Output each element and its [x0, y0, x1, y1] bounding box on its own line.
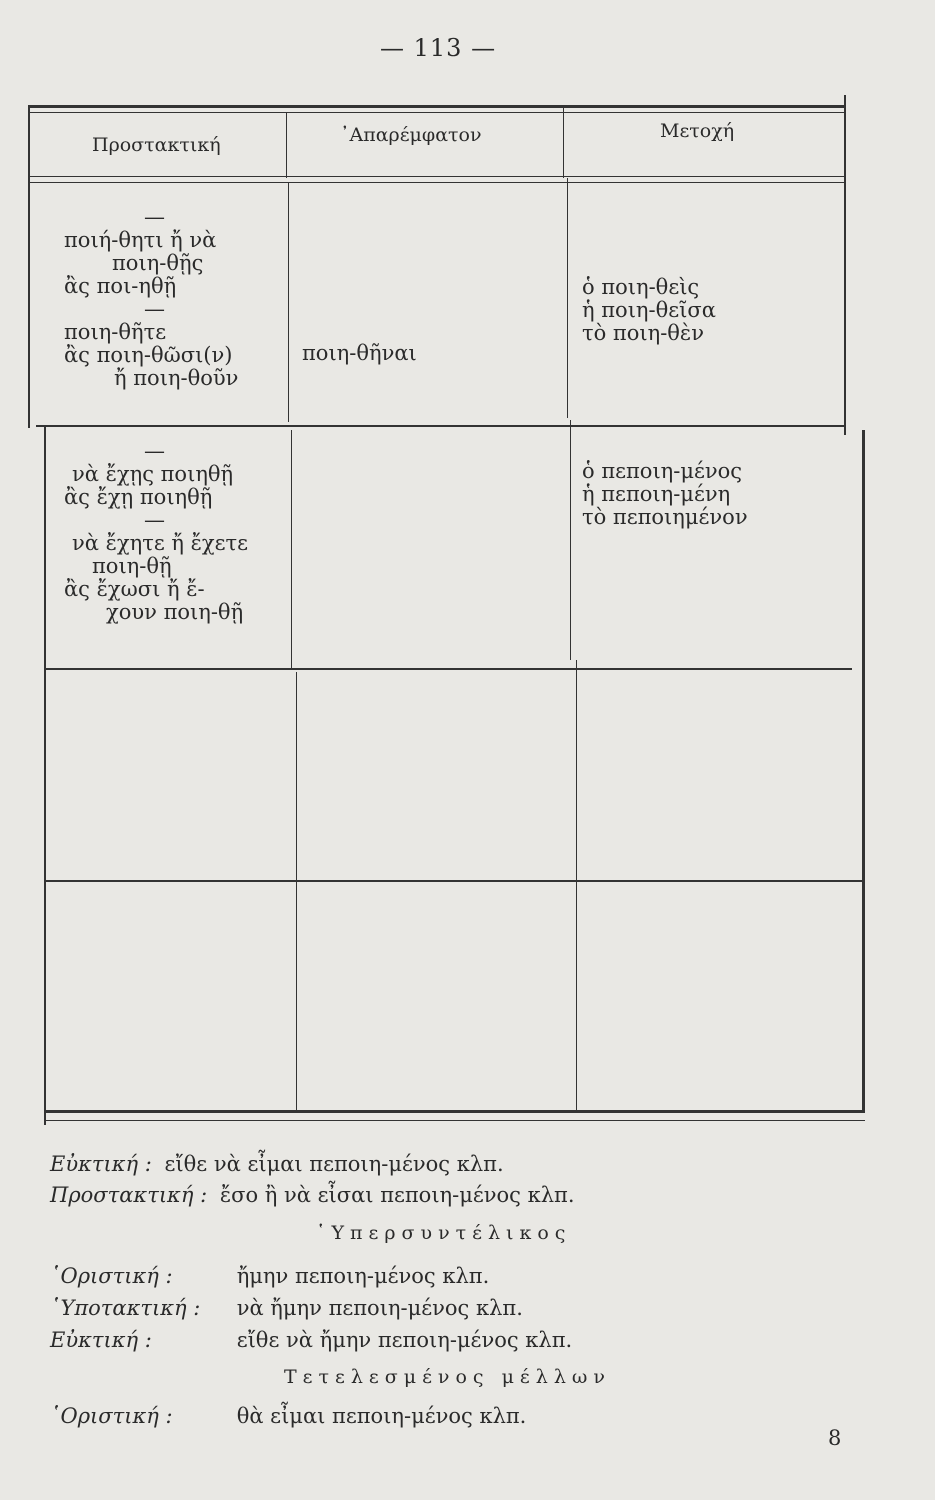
block1-participle [582, 276, 716, 345]
col-sep-1-block2 [291, 430, 292, 670]
form-line: ποιη-θῇς [112, 251, 204, 275]
mood-text: θὰ εἶμαι πεποιη-μένος κλπ. [236, 1404, 527, 1428]
form-line: τὸ ποιη-θὲν [582, 321, 704, 345]
form-line: ὁ πεποιη-μένος [582, 459, 743, 483]
mood-label: Εὐκτική : [50, 1152, 152, 1176]
dash: — [144, 439, 165, 463]
header-separator-2 [28, 182, 846, 183]
form-line: ἂς ἔχῃ ποιηθῇ [64, 485, 213, 509]
col-sep-2-block1 [567, 178, 568, 418]
col-sep-1-block3 [296, 672, 297, 1112]
form-line: ἂς ἔχωσι ἤ ἔ- [64, 577, 205, 601]
table-bottom-border-2 [44, 1120, 865, 1121]
block2-imperative [64, 440, 248, 624]
dash: — [144, 508, 165, 532]
form-line: ἡ ποιη-θεῖσα [582, 298, 716, 322]
col-sep-2-header [563, 105, 564, 178]
form-line: χουν ποιη-θῇ [106, 600, 244, 624]
mood-label: ῾Υποτακτική : [50, 1296, 201, 1320]
form-line: ἂς ποιη-θῶσι(ν) [64, 343, 233, 367]
form-line: τὸ πεποιημένον [582, 505, 748, 529]
mood-text: ἔσο ἢ νὰ εἶσαι πεποιη-μένος κλπ. [219, 1183, 575, 1207]
form-line: ποιη-θῆτε [64, 320, 167, 344]
page-number: — 113 — [380, 34, 497, 62]
row-sep-1 [36, 425, 846, 427]
header-separator [28, 176, 846, 177]
below-row-optative-2 [50, 1328, 572, 1352]
form-line: ὁ ποιη-θεὶς [582, 275, 700, 299]
form-line: ποιή-θητι ἤ νὰ [64, 228, 217, 252]
mood-text: νὰ ἤμην πεποιη-μένος κλπ. [236, 1296, 523, 1320]
form-line: νὰ ἔχητε ἤ ἔχετε [72, 531, 248, 555]
form-line: ἂς ποι-ηθῇ [64, 274, 177, 298]
col-sep-1-block1 [288, 182, 289, 422]
mood-label: ῾Οριστική : [50, 1404, 173, 1428]
col-sep-2-block2 [570, 420, 571, 660]
footer-page-number: 8 [828, 1426, 842, 1450]
mood-label: Προστακτική : [50, 1183, 208, 1207]
tense-heading-pluperfect: ῾Υπερσυντέλικος [316, 1222, 572, 1244]
mood-text: εἴθε νὰ ἤμην πεποιη-μένος κλπ. [236, 1328, 573, 1352]
table-top-border [28, 105, 846, 108]
form-line: ποιη-θῇ [92, 554, 172, 578]
below-row-indicative-2 [50, 1404, 526, 1428]
header-infinitive: ᾿Απαρέμφατον [340, 124, 482, 146]
tense-heading-future-perfect: Τετελεσμένος μέλλων [284, 1366, 611, 1388]
mood-label: Εὐκτική : [50, 1328, 152, 1352]
block2-participle [582, 460, 748, 529]
form-line: ἤ ποιη-θοῦν [114, 366, 239, 390]
table-left-border [28, 108, 30, 428]
form-line: νὰ ἔχῃς ποιηθῇ [72, 462, 234, 486]
block1-imperative [64, 206, 238, 390]
table-bottom-border [44, 1110, 865, 1113]
table-top-border-2 [28, 112, 846, 113]
below-row-optative [50, 1152, 504, 1176]
table-right-border-lower [862, 430, 865, 1110]
mood-text: ἤμην πεποιη-μένος κλπ. [236, 1264, 490, 1288]
block1-infinitive: ποιη-θῆναι [302, 341, 417, 365]
mood-label: ῾Οριστική : [50, 1264, 173, 1288]
mood-text: εἴθε νὰ εἶμαι πεποιη-μένος κλπ. [164, 1152, 504, 1176]
col-sep-1-header [286, 112, 287, 178]
header-imperative: Προστακτική [92, 134, 221, 156]
table-left-border-lower [44, 425, 46, 1125]
below-row-subjunctive [50, 1296, 523, 1320]
row-sep-3 [44, 880, 862, 882]
below-row-indicative [50, 1264, 489, 1288]
dash: — [144, 205, 165, 229]
row-sep-2 [44, 668, 852, 670]
form-line: ἡ πεποιη-μένη [582, 482, 731, 506]
dash: — [144, 297, 165, 321]
header-participle: Μετοχή [660, 120, 735, 142]
below-row-imperative [50, 1183, 575, 1207]
col-sep-2-block3 [576, 660, 577, 1110]
table-right-border [844, 95, 846, 435]
